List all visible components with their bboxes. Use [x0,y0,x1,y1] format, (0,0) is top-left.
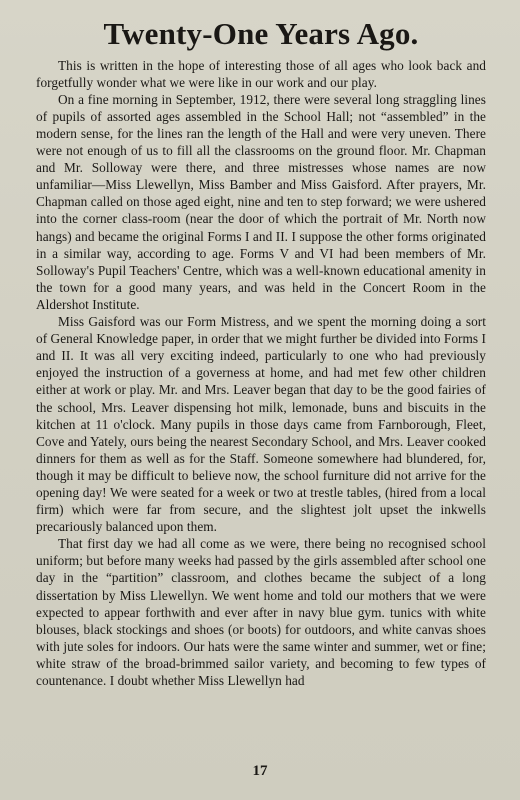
page-number: 17 [252,763,268,779]
article-body [36,57,486,689]
article-title: Twenty-One Years Ago. [103,16,419,51]
paragraph: Miss Gaisford was our Form Mistress, and we spent the morning doing a sort of General Knowledge paper, in order that we might further be divided into Forms I and II. It was all very exciting indeed, particularly to one who had previously enjoyed the instruction of a governess at home, and had met few other children either at work or play. Mr. and Mrs. Leaver began that day to be the good fairies of the school, Mrs. Leaver dispensing hot milk, lemonade, buns and biscuits in the kitchen at 11 o'clock. Many pupils in those days came from Farnborough, Fleet, Cove and Yately, ours being the nearest Secondary School, and Mrs. Leaver cooked dinners for them as well as for the Staff. Someone somewhere had blundered, for, though it may be difficult to believe now, the school furniture did not arrive for the opening day! We were seated for a week or two at trestle tables, (hired from a local firm) which were far from secure, and the slightest jolt upset the inkwells precariously balanced upon them. [36,314,486,535]
paragraph: On a fine morning in September, 1912, there were several long straggling lines of pupils of assorted ages assembled in the School Hall; not “assembled” in the modern sense, for the lines ran the length of the Hall and were very uneven. There were not enough of us to fill all the classrooms on the ground floor. Mr. Chapman and Mr. Solloway were there, and three mistresses whose names are now unfamiliar—Miss Llewellyn, Miss Bamber and Miss Gaisford. After prayers, Mr. Chapman called on those aged eight, nine and ten to step forward; we were ushered into the corner class-room (near the door of which the portrait of Mr. North now hangs) and became the original Forms I and II. I suppose the other forms originated in a similar way, according to age. Forms V and VI had been members of Mr. Solloway's Pupil Teachers' Centre, which was a well-known educational amenity in the town for a good many years, and was held in the Concert Room in the Aldershot Institute. [36,91,486,312]
paragraph: That first day we had all come as we were, there being no recognised school uniform; but before many weeks had passed by the girls assembled after school one day in the “partition” classroom, and clothes became the subject of a long dissertation by Miss Llewellyn. We went home and told our mothers that we were expected to appear forthwith and ever after in navy blue gym. tunics with white blouses, black stockings and shoes (or boots) for outdoors, and white canvas shoes with jute soles for indoors. Our hats were the same winter and summer, wet or fine; white straw of the broad-brimmed sailor variety, and becoming to few types of countenance. I doubt whether Miss Llewellyn had [36,536,486,689]
paragraph: This is written in the hope of interesting those of all ages who look back and forgetfully wonder what we were like in our work and our play. [36,57,486,90]
